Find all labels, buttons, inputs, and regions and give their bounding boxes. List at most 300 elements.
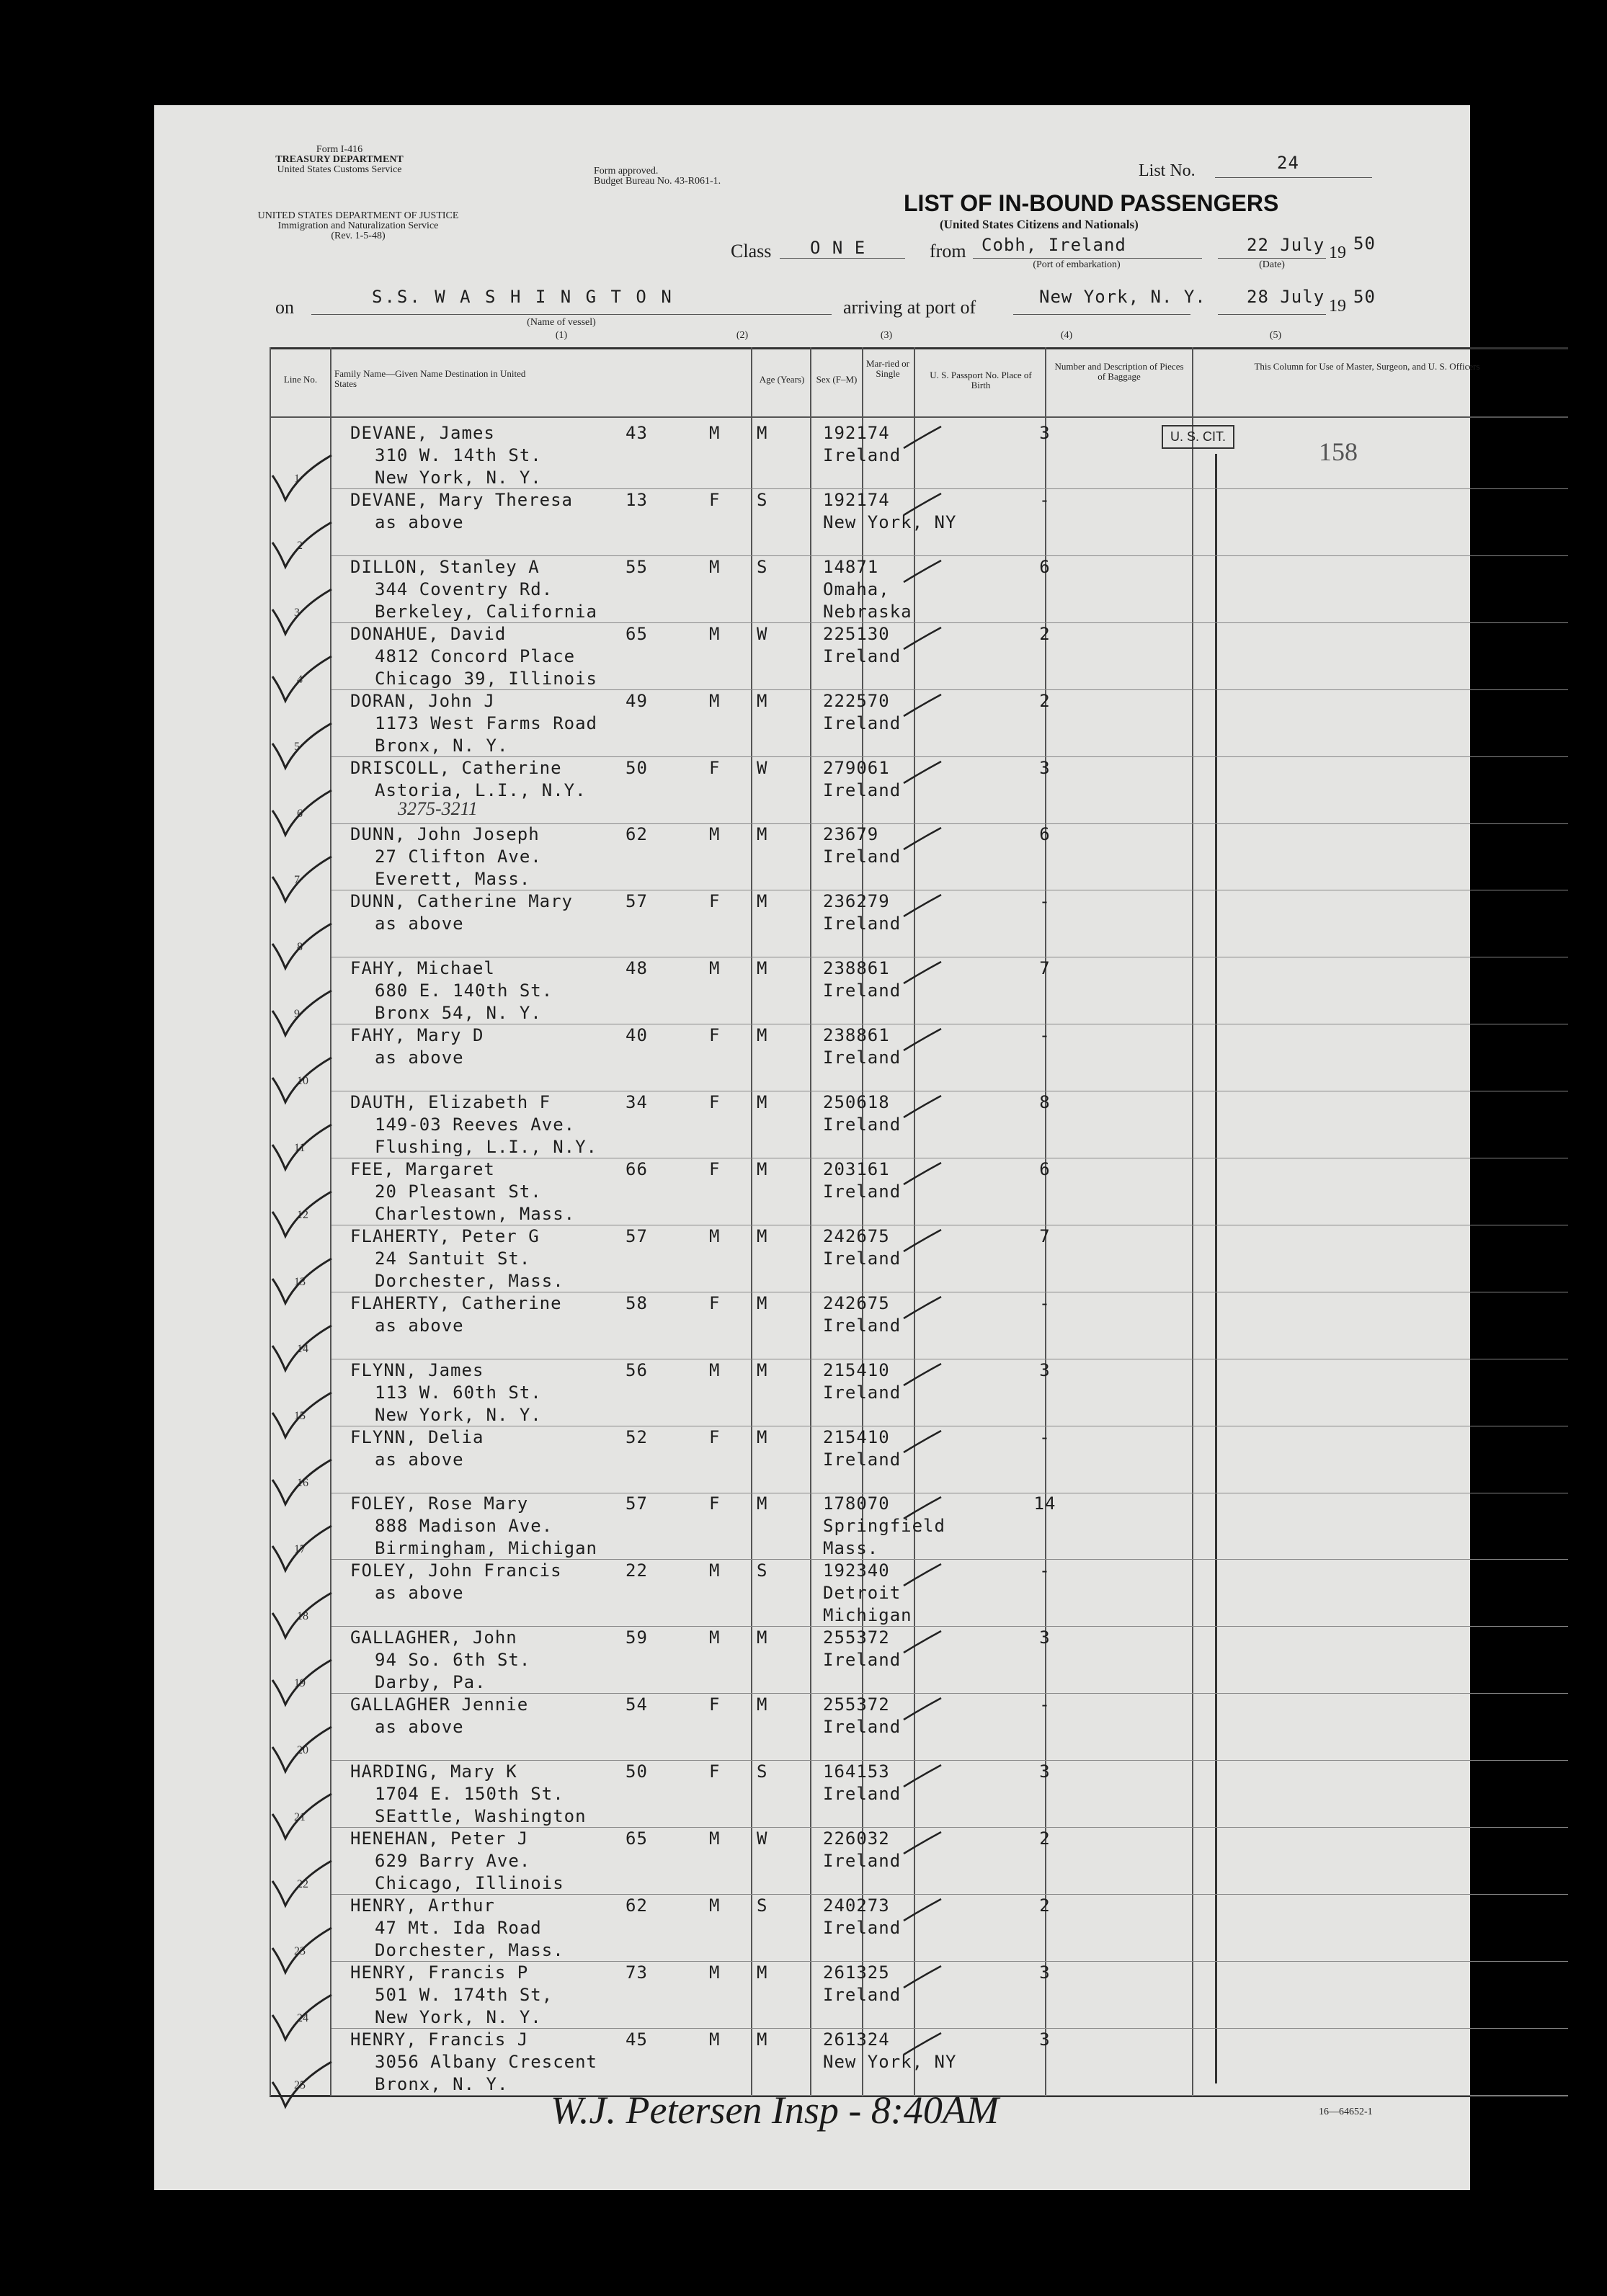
address-line-2: New York, N. Y.: [375, 468, 542, 488]
address-line-2: Bronx, N. Y.: [375, 2073, 509, 2094]
passport-number: 226032: [823, 1828, 890, 1849]
baggage-count: -: [1039, 1025, 1051, 1046]
baggage-count: 3: [1039, 423, 1051, 443]
col-ref-2: (2): [736, 330, 749, 341]
passenger-name: FLAHERTY, Catherine: [350, 1292, 562, 1313]
address-line-2: Flushing, L.I., N.Y.: [375, 1137, 597, 1157]
marital-status: M: [757, 1025, 768, 1046]
baggage-count: 3: [1039, 1962, 1051, 1983]
baggage-count: 3: [1039, 1627, 1051, 1648]
passport-check-icon: [901, 491, 944, 519]
passport-number: 222570: [823, 690, 890, 711]
marital-status: M: [757, 423, 768, 443]
passenger-name: FEE, Margaret: [350, 1158, 495, 1179]
line-number: 17: [294, 1543, 306, 1556]
passport-check-icon: [901, 825, 944, 854]
sex: F: [709, 1158, 721, 1179]
baggage-count: 14: [1033, 1493, 1056, 1514]
age: 57: [626, 1225, 648, 1246]
passport-check-icon: [901, 1561, 944, 1590]
address-line-1: as above: [375, 914, 464, 934]
place-of-birth: Ireland: [823, 1048, 902, 1068]
table-row: [154, 1493, 1470, 1560]
passport-check-icon: [901, 1628, 944, 1657]
treasury-dept: TREASURY DEPARTMENT: [275, 154, 404, 165]
passport-number: 242675: [823, 1292, 890, 1313]
col-header-line: Line No.: [283, 374, 318, 385]
passport-number: 203161: [823, 1158, 890, 1179]
baggage-count: 2: [1039, 690, 1051, 711]
passenger-name: GALLAGHER Jennie: [350, 1694, 529, 1715]
place-of-birth: Ireland: [823, 1850, 902, 1871]
port-of-arrival: New York, N. Y.: [1039, 287, 1206, 307]
arrival-year: 50: [1353, 287, 1376, 307]
line-number: 4: [297, 673, 303, 686]
line-number: 14: [297, 1342, 308, 1355]
table-row: [154, 1024, 1470, 1091]
passport-check-icon: [901, 1695, 944, 1724]
col-header-name: Family Name—Given Name Destination in United States: [334, 368, 526, 389]
passport-check-icon: [901, 558, 944, 586]
address-line-1: 1704 E. 150th St.: [375, 1784, 564, 1804]
place-of-birth: Springfield: [823, 1516, 945, 1537]
passport-number: 242675: [823, 1225, 890, 1246]
age: 55: [626, 556, 648, 577]
address-line-1: 888 Madison Ave.: [375, 1516, 553, 1537]
age: 62: [626, 824, 648, 845]
baggage-count: -: [1039, 1426, 1051, 1447]
passport-check-icon: [901, 1160, 944, 1189]
baggage-count: 6: [1039, 556, 1051, 577]
passport-check-icon: [901, 1093, 944, 1122]
passport-check-icon: [901, 892, 944, 921]
age: 65: [626, 1828, 648, 1849]
passenger-name: HENRY, Francis P: [350, 1962, 529, 1983]
passenger-name: DONAHUE, David: [350, 623, 507, 644]
passport-number: 279061: [823, 757, 890, 778]
col-ref-4: (4): [1060, 330, 1073, 341]
list-number: 24: [1277, 153, 1299, 173]
passenger-name: FOLEY, John Francis: [350, 1560, 562, 1581]
sex: F: [709, 1761, 721, 1782]
place-of-birth: Ireland: [823, 981, 902, 1001]
passenger-name: DILLON, Stanley A: [350, 556, 540, 577]
passport-number: 192174: [823, 423, 890, 443]
table-row: [154, 1091, 1470, 1158]
table-row: [154, 957, 1470, 1024]
place-of-birth: Ireland: [823, 1315, 902, 1336]
list-no-label: List No.: [1139, 161, 1196, 180]
line-number: 8: [297, 941, 303, 954]
table-row: [154, 690, 1470, 757]
baggage-count: 3: [1039, 757, 1051, 778]
age: 48: [626, 958, 648, 979]
arrival-date: 28 July: [1247, 287, 1325, 307]
age: 22: [626, 1560, 648, 1581]
passenger-name: HENRY, Arthur: [350, 1895, 495, 1916]
address-line-2: Everett, Mass.: [375, 869, 531, 890]
place-of-birth: Ireland: [823, 1115, 902, 1135]
sex: M: [709, 556, 721, 577]
address-line-2: SEattle, Washington: [375, 1806, 587, 1826]
sex: M: [709, 1359, 721, 1380]
address-line-2: Chicago, Illinois: [375, 1872, 564, 1893]
marital-status: M: [757, 2029, 768, 2050]
passenger-name: DUNN, Catherine Mary: [350, 891, 573, 912]
line-number: 21: [294, 1811, 306, 1823]
place-of-birth: Ireland: [823, 847, 902, 867]
passport-number: 192340: [823, 1560, 890, 1581]
col-header-age: Age (Years): [759, 374, 805, 385]
place-of-birth: New York, NY: [823, 2051, 957, 2072]
address-line-1: 680 E. 140th St.: [375, 981, 553, 1001]
class-value: O N E: [810, 238, 866, 258]
marital-status: M: [757, 1158, 768, 1179]
address-line-1: 24 Santuit St.: [375, 1248, 531, 1269]
baggage-count: 3: [1039, 1359, 1051, 1380]
passport-number: 261324: [823, 2029, 890, 2050]
marital-status: M: [757, 1225, 768, 1246]
sex: M: [709, 1627, 721, 1648]
passport-number: 236279: [823, 891, 890, 912]
marital-status: M: [757, 690, 768, 711]
age: 49: [626, 690, 648, 711]
marital-status: S: [757, 556, 768, 577]
table-row: [154, 623, 1470, 690]
line-number: 13: [294, 1275, 306, 1288]
table-row: [154, 1962, 1470, 2029]
marital-status: S: [757, 1895, 768, 1916]
passport-check-icon: [901, 1026, 944, 1055]
age: 58: [626, 1292, 648, 1313]
age: 50: [626, 1761, 648, 1782]
place-of-birth: Ireland: [823, 1382, 902, 1403]
col-ref-5: (5): [1269, 330, 1282, 341]
marital-status: M: [757, 958, 768, 979]
check-mark-icon: [270, 2060, 334, 2111]
table-row: [154, 422, 1470, 489]
address-line-1: 501 W. 174th St,: [375, 1984, 553, 2005]
line-number: 11: [294, 1142, 306, 1154]
sex: M: [709, 623, 721, 644]
passport-check-icon: [901, 1428, 944, 1457]
place-of-birth: Ireland: [823, 1181, 902, 1202]
sex: M: [709, 2029, 721, 2050]
passport-check-icon: [901, 759, 944, 787]
sex: F: [709, 489, 721, 510]
address-line-2: Bronx, N. Y.: [375, 735, 509, 756]
address-line-2: Darby, Pa.: [375, 1672, 486, 1693]
marital-status: M: [757, 1292, 768, 1313]
form-approved: Form approved.: [594, 166, 659, 177]
marital-status: M: [757, 1627, 768, 1648]
justice-dept: UNITED STATES DEPARTMENT OF JUSTICE: [257, 210, 459, 221]
table-row: [154, 1627, 1470, 1694]
age: 54: [626, 1694, 648, 1715]
address-line-2: Chicago 39, Illinois: [375, 668, 597, 689]
vessel-name: S.S. W A S H I N G T O N: [372, 287, 674, 307]
place-of-birth: Ireland: [823, 445, 902, 465]
form-number: Form I-416: [316, 144, 363, 155]
table-row: [154, 1359, 1470, 1426]
year-prefix-2: 19: [1329, 297, 1346, 316]
baggage-count: 3: [1039, 1761, 1051, 1782]
marital-status: M: [757, 1493, 768, 1514]
page-subtitle: (United States Citizens and Nationals): [940, 218, 1139, 231]
passport-check-icon: [901, 1494, 944, 1523]
sex: M: [709, 690, 721, 711]
marital-status: M: [757, 891, 768, 912]
address-line-1: as above: [375, 1717, 464, 1738]
address-line-1: as above: [375, 1315, 464, 1336]
year-prefix: 19: [1329, 244, 1346, 262]
age: 66: [626, 1158, 648, 1179]
col-header-officers: This Column for Use of Master, Surgeon, and U. S. Officers: [1254, 361, 1480, 372]
age: 57: [626, 891, 648, 912]
place-of-birth: Ireland: [823, 780, 902, 800]
baggage-count: -: [1039, 1292, 1051, 1313]
line-number: 2: [297, 539, 303, 552]
address-line-1: 344 Coventry Rd.: [375, 579, 553, 599]
port-embark-caption: (Port of embarkation): [1033, 259, 1121, 270]
age: 56: [626, 1359, 648, 1380]
sex: F: [709, 891, 721, 912]
port-of-embarkation: Cobh, Ireland: [981, 235, 1126, 255]
address-line-1: 27 Clifton Ave.: [375, 847, 542, 867]
from-label: from: [930, 241, 966, 262]
passport-check-icon: [901, 1896, 944, 1925]
table-row: [154, 1761, 1470, 1828]
address-line-2: Dorchester, Mass.: [375, 1939, 564, 1960]
table-row: [154, 1560, 1470, 1627]
place-of-birth-2: Nebraska: [823, 601, 912, 622]
address-line-1: as above: [375, 512, 464, 532]
baggage-count: -: [1039, 1694, 1051, 1715]
passport-number: 261325: [823, 1962, 890, 1983]
passport-check-icon: [901, 1361, 944, 1390]
table-row: [154, 1828, 1470, 1895]
table-row: [154, 823, 1470, 890]
baggage-count: 8: [1039, 1092, 1051, 1112]
rev-date: (Rev. 1-5-48): [331, 231, 386, 241]
address-line-1: as above: [375, 1583, 464, 1604]
passport-check-icon: [901, 1294, 944, 1323]
marital-status: M: [757, 1694, 768, 1715]
col-header-married: Mar-ried or Single: [865, 358, 910, 379]
inspector-signature: W.J. Petersen Insp - 8:40AM: [551, 2089, 999, 2132]
line-number: 25: [294, 2078, 306, 2091]
place-of-birth: Ireland: [823, 1650, 902, 1671]
sex: F: [709, 1694, 721, 1715]
budget-bureau: Budget Bureau No. 43-R061-1.: [594, 176, 721, 187]
passenger-name: HARDING, Mary K: [350, 1761, 517, 1782]
table-row: [154, 1292, 1470, 1359]
col-header-passport: U. S. Passport No. Place of Birth: [930, 370, 1032, 390]
sex: M: [709, 824, 721, 845]
age: 34: [626, 1092, 648, 1112]
line-number: 1: [294, 473, 300, 485]
passport-number: 215410: [823, 1359, 890, 1380]
place-of-birth: Ireland: [823, 1784, 902, 1804]
passport-number: 225130: [823, 623, 890, 644]
table-row: [154, 2029, 1470, 2096]
manifest-sheet: [154, 105, 1480, 2190]
address-line-1: 1173 West Farms Road: [375, 713, 597, 733]
us-citizen-stamp: U. S. CIT.: [1162, 425, 1234, 449]
passenger-name: HENRY, Francis J: [350, 2029, 529, 2050]
sex: F: [709, 757, 721, 778]
passport-check-icon: [901, 1227, 944, 1256]
passenger-name: DEVANE, Mary Theresa: [350, 489, 573, 510]
age: 43: [626, 423, 648, 443]
marital-status: M: [757, 1426, 768, 1447]
arriving-label: arriving at port of: [843, 297, 976, 318]
line-number: 10: [297, 1075, 308, 1088]
place-of-birth: Omaha,: [823, 579, 890, 599]
form-code: 16—64652-1: [1319, 2107, 1373, 2117]
address-line-1: 20 Pleasant St.: [375, 1181, 542, 1202]
age: 62: [626, 1895, 648, 1916]
line-number: 6: [297, 807, 303, 820]
line-number: 5: [294, 740, 300, 753]
passenger-count: 158: [1319, 437, 1358, 466]
col-ref-1: (1): [555, 330, 568, 341]
table-row: [154, 489, 1470, 556]
address-line-1: as above: [375, 1449, 464, 1470]
passenger-name: HENEHAN, Peter J: [350, 1828, 529, 1849]
place-of-birth: Ireland: [823, 1717, 902, 1738]
place-of-birth: Ireland: [823, 1248, 902, 1269]
age: 40: [626, 1025, 648, 1046]
sex: M: [709, 1962, 721, 1983]
sex: M: [709, 1828, 721, 1849]
marital-status: S: [757, 1560, 768, 1581]
passport-number: 250618: [823, 1092, 890, 1112]
line-number: 9: [294, 1008, 300, 1021]
age: 13: [626, 489, 648, 510]
passenger-name: DAUTH, Elizabeth F: [350, 1092, 551, 1112]
address-line-1: 113 W. 60th St.: [375, 1382, 542, 1403]
baggage-count: -: [1039, 489, 1051, 510]
age: 65: [626, 623, 648, 644]
baggage-count: 2: [1039, 623, 1051, 644]
passport-number: 192174: [823, 489, 890, 510]
passport-check-icon: [901, 1762, 944, 1791]
baggage-count: 3: [1039, 2029, 1051, 2050]
passport-check-icon: [901, 1829, 944, 1858]
place-of-birth: Ireland: [823, 713, 902, 733]
passport-check-icon: [901, 692, 944, 720]
age: 52: [626, 1426, 648, 1447]
place-of-birth-2: Michigan: [823, 1605, 912, 1626]
address-line-1: 94 So. 6th St.: [375, 1650, 531, 1671]
class-label: Class: [731, 241, 772, 262]
col-header-sex: Sex (F–M): [816, 374, 858, 385]
line-number: 16: [297, 1476, 308, 1489]
baggage-count: -: [1039, 891, 1051, 912]
marital-status: W: [757, 623, 768, 644]
passenger-name: FLAHERTY, Peter G: [350, 1225, 540, 1246]
age: 57: [626, 1493, 648, 1514]
table-row: [154, 1158, 1470, 1225]
passenger-name: FAHY, Michael: [350, 958, 495, 979]
departure-date: 22 July: [1247, 235, 1325, 255]
marital-status: W: [757, 757, 768, 778]
sex: M: [709, 1560, 721, 1581]
ins-service: Immigration and Naturalization Service: [277, 220, 439, 231]
address-line-2: New York, N. Y.: [375, 1404, 542, 1425]
age: 50: [626, 757, 648, 778]
address-line-1: 3056 Albany Crescent: [375, 2051, 597, 2072]
address-line-2: Berkeley, California: [375, 601, 597, 622]
passport-number: 164153: [823, 1761, 890, 1782]
passport-number: 215410: [823, 1426, 890, 1447]
marital-status: S: [757, 489, 768, 510]
address-line-1: 629 Barry Ave.: [375, 1850, 531, 1871]
on-label: on: [275, 297, 294, 318]
place-of-birth: Ireland: [823, 646, 902, 666]
vessel-caption: (Name of vessel): [527, 317, 596, 328]
passport-number: 255372: [823, 1694, 890, 1715]
table-row: [154, 757, 1470, 824]
place-of-birth: New York, NY: [823, 512, 957, 532]
sex: F: [709, 1092, 721, 1112]
place-of-birth-2: Mass.: [823, 1538, 879, 1559]
address-line-1: 47 Mt. Ida Road: [375, 1917, 542, 1938]
handwritten-note: 3275-3211: [398, 798, 478, 819]
sex: F: [709, 1426, 721, 1447]
line-number: 20: [297, 1744, 308, 1757]
marital-status: S: [757, 1761, 768, 1782]
col-header-baggage: Number and Description of Pieces of Baggage: [1054, 361, 1184, 382]
age: 45: [626, 2029, 648, 2050]
marital-status: M: [757, 1359, 768, 1380]
line-number: 24: [297, 2011, 308, 2024]
table-row: [154, 1225, 1470, 1292]
line-number: 23: [294, 1944, 306, 1957]
line-number: 15: [294, 1409, 306, 1422]
passport-check-icon: [901, 959, 944, 988]
line-number: 22: [297, 1877, 308, 1890]
passport-number: 240273: [823, 1895, 890, 1916]
address-line-1: 4812 Concord Place: [375, 646, 576, 666]
line-number: 18: [297, 1610, 308, 1623]
place-of-birth: Ireland: [823, 1917, 902, 1938]
address-line-1: as above: [375, 1048, 464, 1068]
passport-check-icon: [901, 625, 944, 653]
baggage-count: 2: [1039, 1895, 1051, 1916]
passport-check-icon: [901, 2030, 944, 2059]
address-line-2: Charlestown, Mass.: [375, 1203, 576, 1224]
sex: F: [709, 1493, 721, 1514]
marital-status: M: [757, 1962, 768, 1983]
departure-year: 50: [1353, 233, 1376, 254]
place-of-birth: Ireland: [823, 1449, 902, 1470]
passenger-name: FOLEY, Rose Mary: [350, 1493, 529, 1514]
address-line-2: New York, N. Y.: [375, 2006, 542, 2027]
table-row: [154, 1426, 1470, 1493]
baggage-count: 6: [1039, 1158, 1051, 1179]
sex: F: [709, 1292, 721, 1313]
passenger-name: DORAN, John J: [350, 690, 495, 711]
place-of-birth: Ireland: [823, 914, 902, 934]
passenger-name: GALLAGHER, John: [350, 1627, 517, 1648]
age: 59: [626, 1627, 648, 1648]
date-caption: (Date): [1259, 259, 1285, 270]
line-number: 19: [294, 1677, 306, 1690]
marital-status: W: [757, 1828, 768, 1849]
sex: M: [709, 423, 721, 443]
